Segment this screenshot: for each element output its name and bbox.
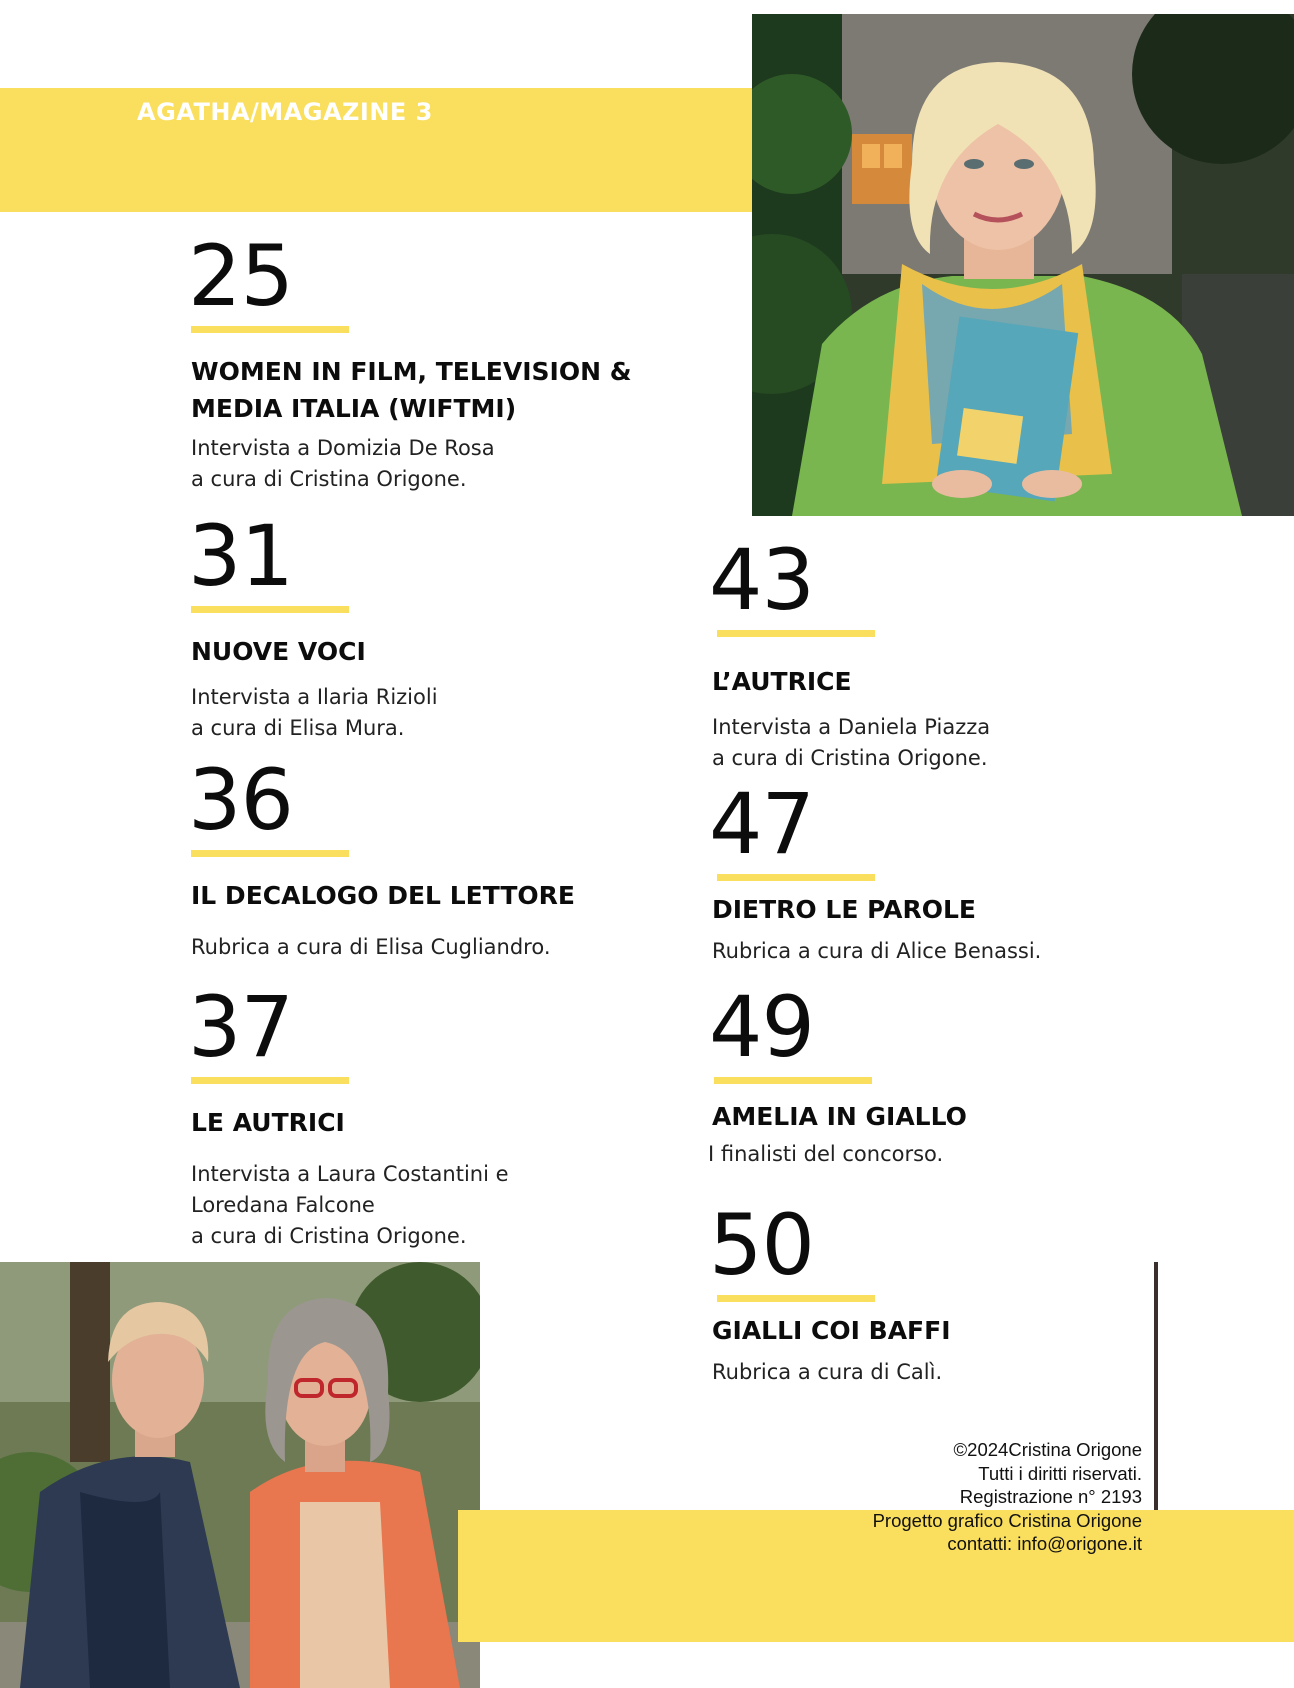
contact-line[interactable]: contatti: info@origone.it bbox=[947, 1533, 1142, 1554]
accent-bar bbox=[714, 1077, 872, 1084]
page-number: 47 bbox=[709, 775, 814, 873]
credits-block bbox=[873, 1438, 1142, 1556]
rights-line: Tutti i diritti riservati. bbox=[978, 1462, 1142, 1484]
entry-title: GIALLI COI BAFFI bbox=[712, 1316, 951, 1345]
entry-title: WOMEN IN FILM, TELEVISION & MEDIA ITALIA (WIFTMI) bbox=[191, 357, 632, 423]
page-number: 25 bbox=[188, 227, 293, 325]
toc-entry-47[interactable] bbox=[709, 775, 1232, 967]
toc-entry-25[interactable] bbox=[188, 227, 711, 495]
photo-two-authors bbox=[0, 1262, 480, 1688]
page-number: 31 bbox=[188, 507, 293, 605]
entry-title: L’AUTRICE bbox=[712, 667, 852, 696]
registration-line: Registrazione n° 2193 bbox=[959, 1486, 1142, 1507]
entry-description: Intervista a Daniela Piazza a cura di Cristina Origone. bbox=[712, 715, 991, 770]
page-number: 36 bbox=[188, 751, 293, 849]
accent-bar bbox=[191, 1077, 349, 1084]
accent-bar bbox=[191, 606, 349, 613]
entry-description: Rubrica a cura di Calì. bbox=[712, 1360, 943, 1384]
page-number: 37 bbox=[188, 978, 293, 1076]
entry-title: AMELIA IN GIALLO bbox=[712, 1102, 967, 1131]
accent-bar bbox=[717, 1295, 875, 1302]
accent-bar bbox=[191, 850, 349, 857]
entry-description: Intervista a Domizia De Rosa a cura di Cristina Origone. bbox=[191, 436, 495, 491]
design-line: Progetto grafico Cristina Origone bbox=[872, 1509, 1142, 1531]
entry-title: DIETRO LE PAROLE bbox=[712, 895, 976, 924]
accent-bar bbox=[717, 874, 875, 881]
magazine-title: AGATHA/MAGAZINE 3 bbox=[137, 98, 433, 126]
accent-bar bbox=[717, 630, 875, 637]
entry-title: IL DECALOGO DEL LETTORE bbox=[191, 881, 575, 910]
entry-title: NUOVE VOCI bbox=[191, 637, 366, 666]
toc-entry-49[interactable] bbox=[708, 978, 1232, 1170]
entry-description: Rubrica a cura di Alice Benassi. bbox=[712, 939, 1042, 963]
photo-author-with-book bbox=[752, 14, 1294, 516]
toc-entry-36[interactable] bbox=[188, 751, 711, 963]
entry-description: Intervista a Laura Costantini e Loredana Falcone a cura di Cristina Origone. bbox=[191, 1162, 509, 1248]
toc-entry-31[interactable] bbox=[188, 507, 711, 744]
entry-description: I finalisti del concorso. bbox=[708, 1142, 944, 1166]
entry-description: Intervista a Ilaria Rizioli a cura di Elisa Mura. bbox=[191, 685, 438, 740]
toc-entry-37[interactable] bbox=[188, 978, 711, 1252]
page-number: 50 bbox=[709, 1196, 814, 1294]
page-number: 49 bbox=[709, 978, 814, 1076]
copyright-line: ©2024Cristina Origone bbox=[953, 1439, 1142, 1460]
vertical-divider bbox=[1154, 1262, 1158, 1510]
entry-description: Rubrica a cura di Elisa Cugliandro. bbox=[191, 935, 551, 959]
page-number: 43 bbox=[709, 531, 814, 629]
accent-bar bbox=[191, 326, 349, 333]
entry-title: LE AUTRICI bbox=[191, 1108, 345, 1137]
toc-entry-43[interactable] bbox=[709, 531, 1232, 774]
